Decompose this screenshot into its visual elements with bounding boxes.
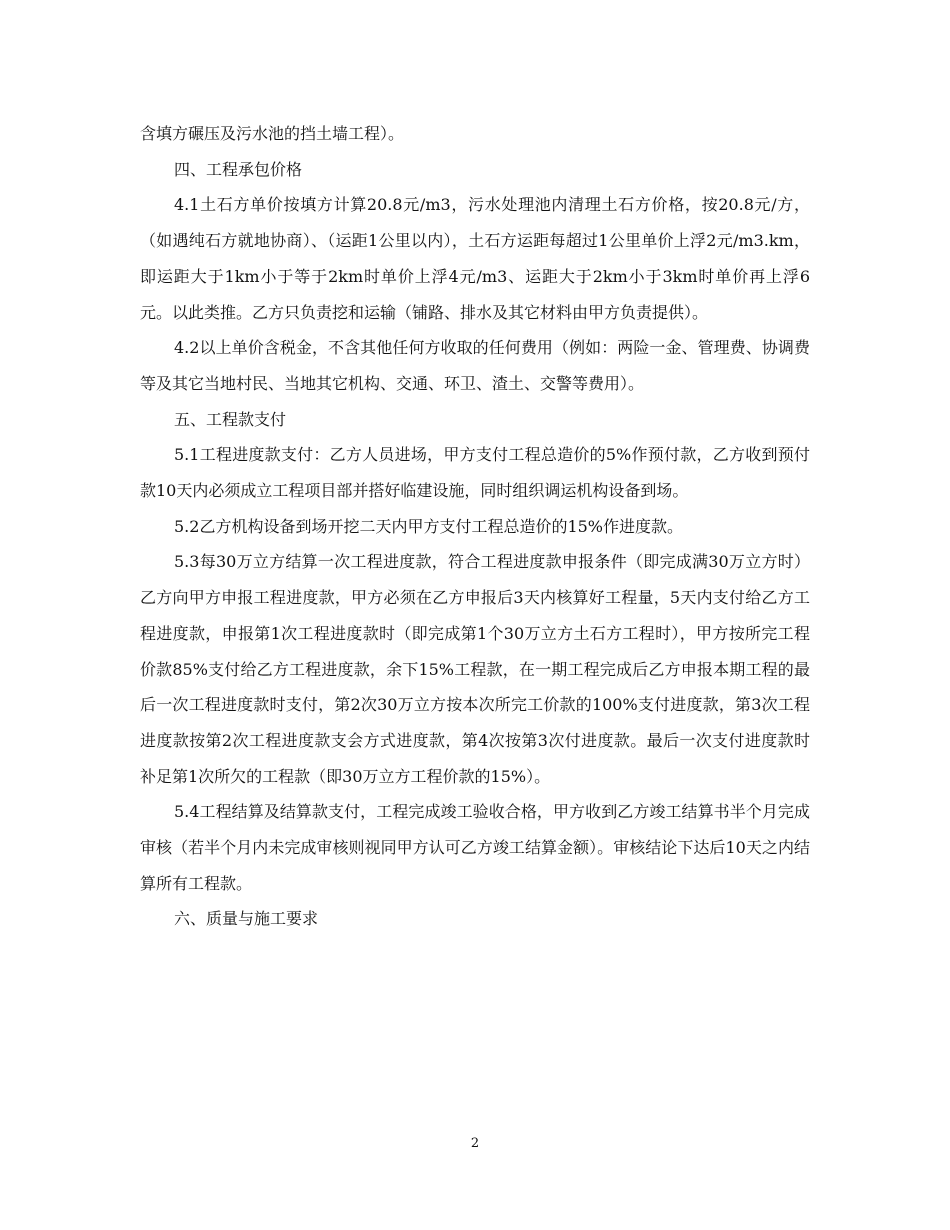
page-number: 2	[470, 1136, 480, 1151]
clause-5-1: 5.1工程进度款支付：乙方人员进场，甲方支付工程总造价的5%作预付款，乙方收到预付款10天内必须成立工程项目部并搭好临建设施，同时组织调运机构设备到场。	[140, 445, 810, 501]
section-heading-payment: 五、工程款支付	[174, 409, 287, 429]
clause-5-3: 5.3每30万立方结算一次工程进度款，符合工程进度款申报条件（即完成满30万立方时）乙方向甲方申报工程进度款，甲方必须在乙方申报后3天内核算好工程量，5天内支付给乙方工程进度款，申报第1次工程进度款时（即完成第1个30万立方土石方工程时），甲方按所完工程价款85%支付给乙方工程进度款，余下15%工程款，在一期工程完成后乙方申报本期工程的最后一次工程进度款时支付，第2次30万立方按本次所完工价款的100%支付进度款，第3次工程进度款按第2次工程进度款支会方式进度款，第4次按第3次付进度款。最后一次支付进度款时补足第1次所欠的工程款（即30万立方工程价款的15%）。	[140, 552, 810, 786]
clause-4-1: 4.1土石方单价按填方计算20.8元/m3，污水处理池内清理土石方价格，按20.8元/方，（如遇纯石方就地协商）、（运距1公里以内），土石方运距每超过1公里单价上浮2元/m3.km，即运距大于1km小于等于2km时单价上浮4元/m3、运距大于2km小于3km时单价再上浮6元。以此类推。乙方只负责挖和运输（铺路、排水及其它材料由甲方负责提供）。	[140, 195, 810, 322]
document-body	[140, 116, 810, 937]
clause-5-2: 5.2乙方机构设备到场开挖二天内甲方支付工程总造价的15%作进度款。	[174, 516, 684, 536]
section-heading-quality: 六、质量与施工要求	[174, 909, 319, 929]
clause-4-2: 4.2以上单价含税金，不含其他任何方收取的任何费用（例如：两险一金、管理费、协调费等及其它当地村民、当地其它机构、交通、环卫、渣土、交警等费用）。	[140, 338, 810, 393]
section-heading-contract-price: 四、工程承包价格	[174, 159, 303, 179]
clause-5-4: 5.4工程结算及结算款支付，工程完成竣工验收合格，甲方收到乙方竣工结算书半个月完成审核（若半个月内未完成审核则视同甲方认可乙方竣工结算金额）。审核结论下达后10天之内结算所有工程款。	[140, 802, 810, 893]
paragraph-scope-continuation: 含填方碾压及污水池的挡土墙工程）。	[140, 124, 405, 143]
